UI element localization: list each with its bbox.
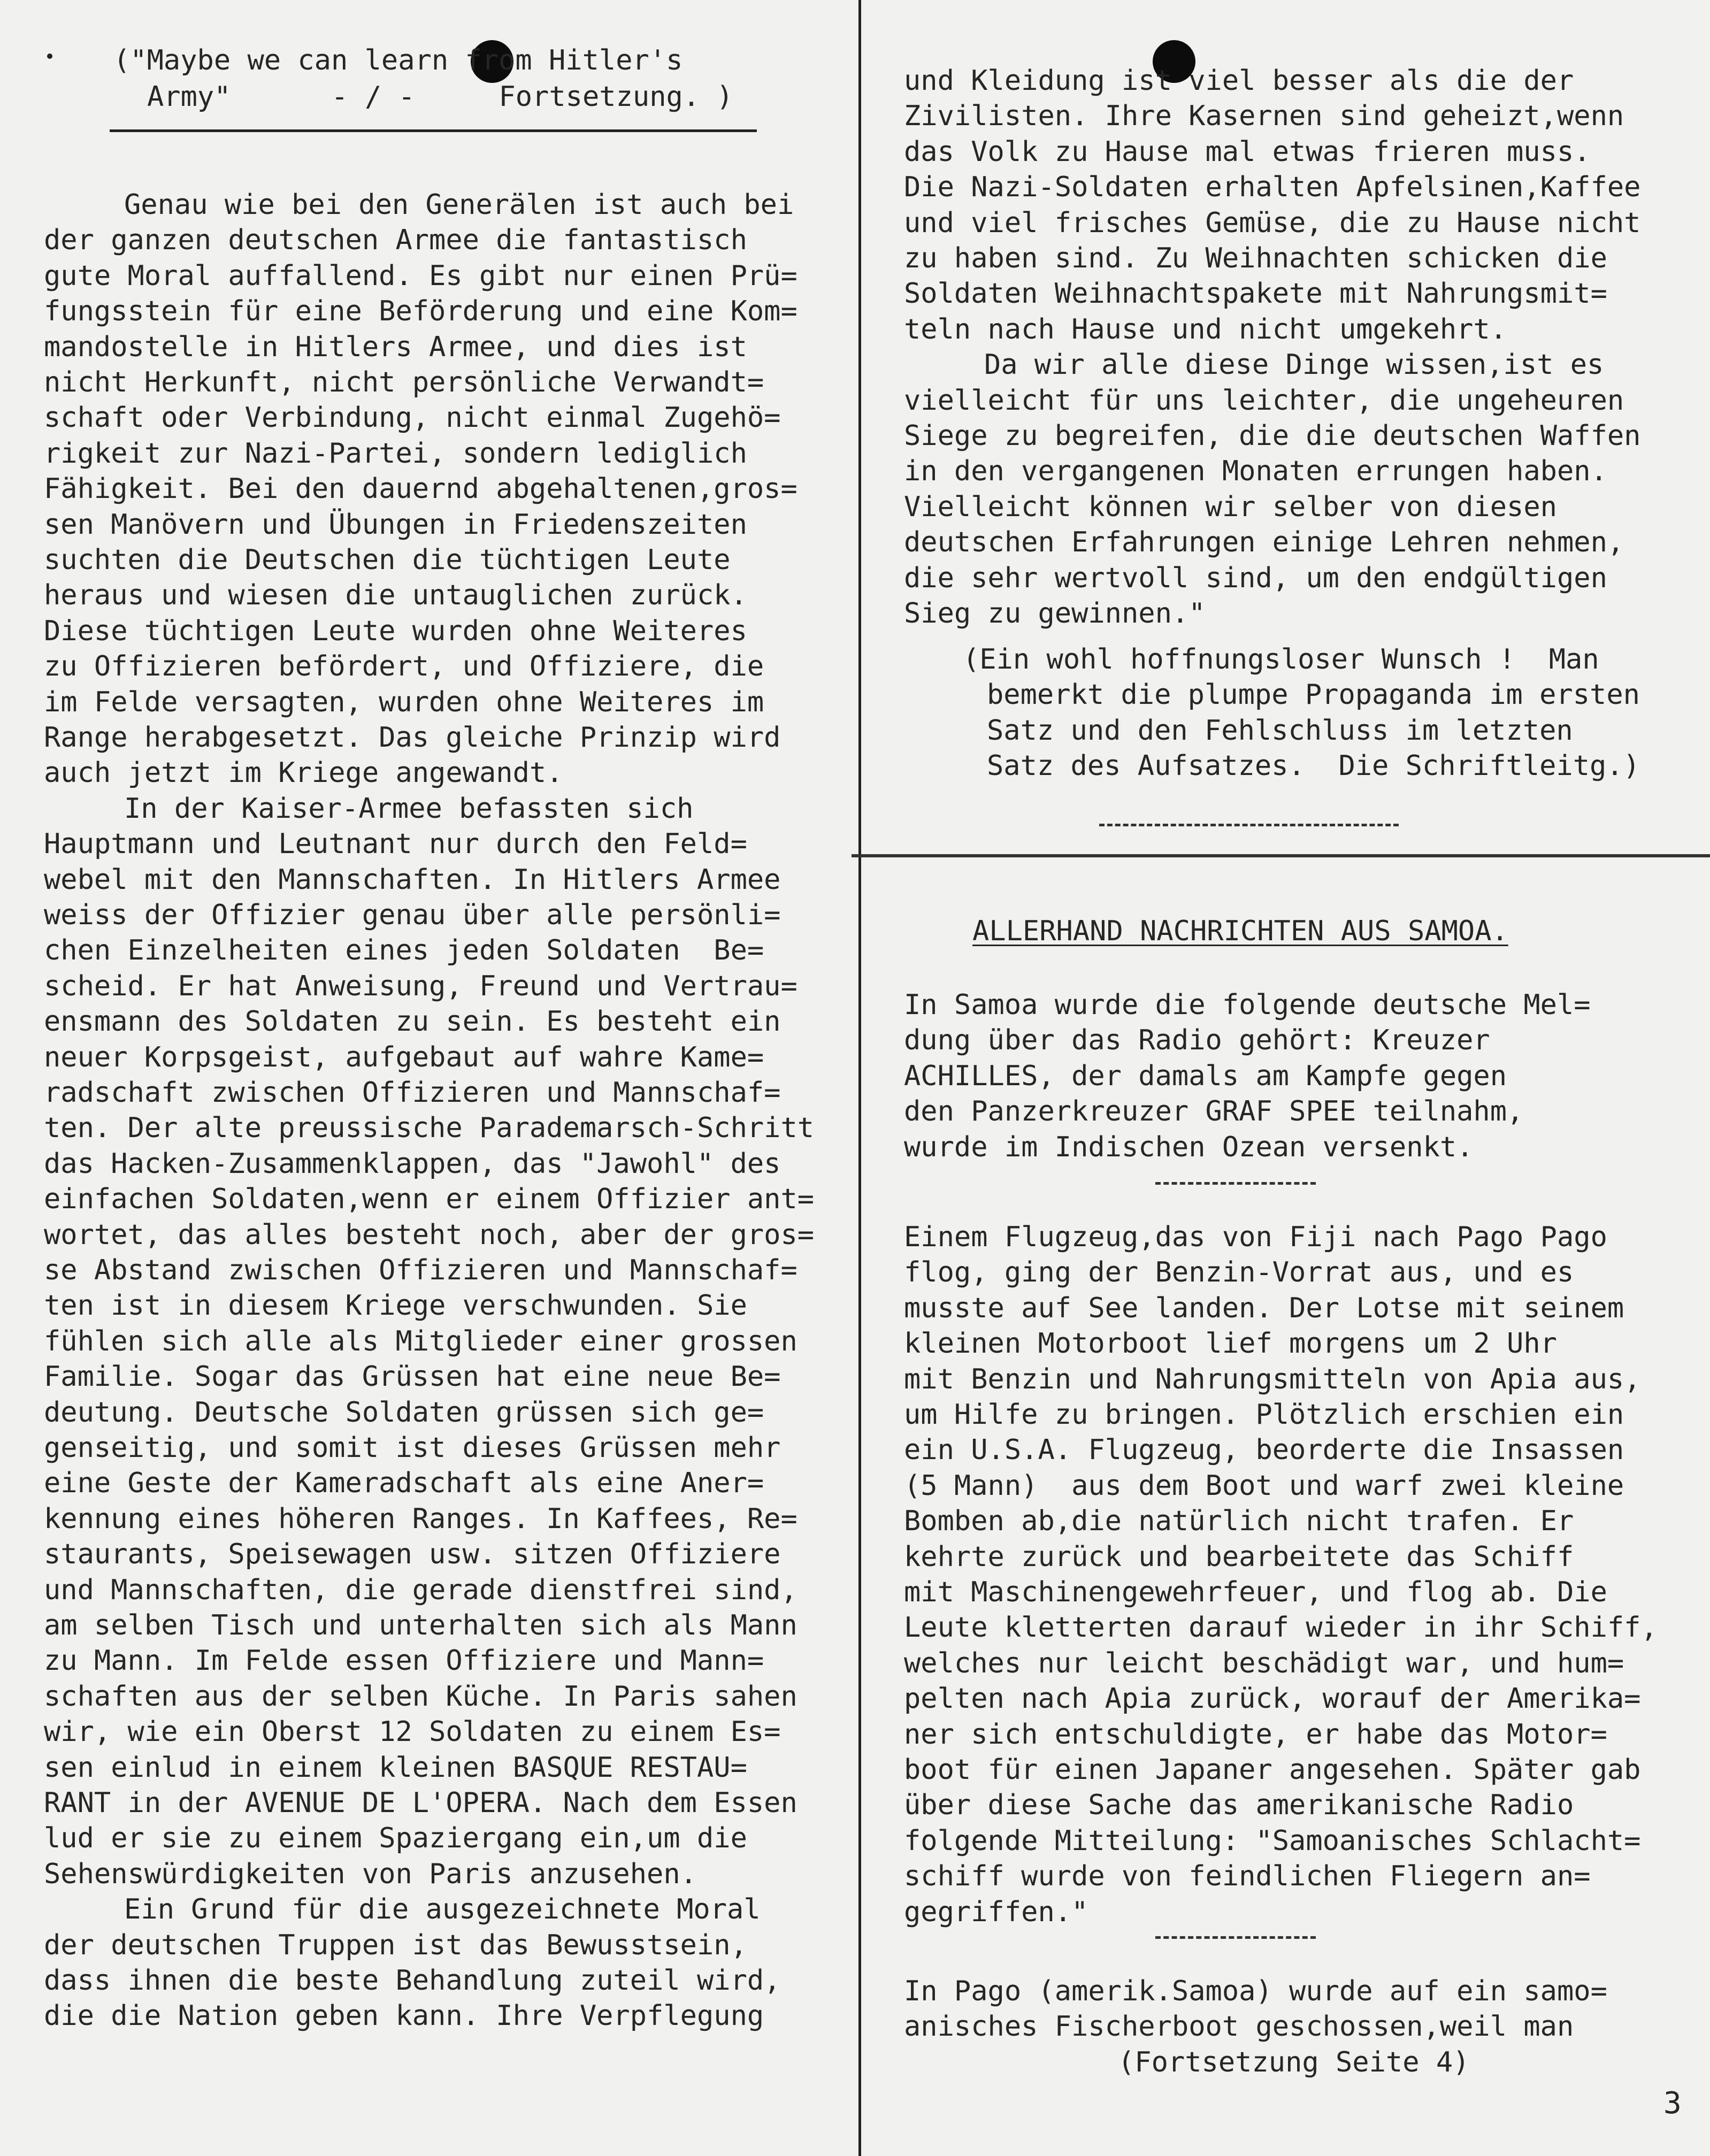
text-line: zu Offizieren befördert, und Offiziere, die <box>44 650 764 683</box>
separator-dashes-2 <box>1155 1182 1316 1187</box>
text-line: Fähigkeit. Bei den dauernd abgehaltenen,gros= <box>44 473 798 505</box>
text-line: und Mannschaften, die gerade dienstfrei sind, <box>44 1574 798 1606</box>
text-line: Diese tüchtigen Leute wurden ohne Weiteres <box>44 615 747 647</box>
page-number: 3 <box>1663 2086 1682 2121</box>
text-line: sen einlud in einem kleinen BASQUE RESTAU= <box>44 1751 747 1784</box>
text-line: suchten die Deutschen die tüchtigen Leute <box>44 544 731 576</box>
text-line: (Ein wohl hoffnungsloser Wunsch ! Man <box>963 643 1599 676</box>
text-line: lud er sie zu einem Spaziergang ein,um die <box>44 1822 747 1855</box>
text-line: nicht Herkunft, nicht persönliche Verwandt= <box>44 366 764 398</box>
text-line: einfachen Soldaten,wenn er einem Offizier ant= <box>44 1183 815 1216</box>
text-line: die die Nation geben kann. Ihre Verpflegung <box>44 2000 764 2032</box>
text-line: schiff wurde von feindlichen Fliegern an= <box>904 1860 1591 1893</box>
text-line: ten ist in diesem Kriege verschwunden. Sie <box>44 1290 747 1322</box>
text-line: flog, ging der Benzin-Vorrat aus, und es <box>904 1256 1574 1289</box>
text-line: webel mit den Mannschaften. In Hitlers Armee <box>44 863 781 896</box>
text-line: Familie. Sogar das Grüssen hat eine neue Be= <box>44 1361 781 1393</box>
text-line: Range herabgesetzt. Das gleiche Prinzip wird <box>44 722 781 754</box>
text-line: auch jetzt im Kriege angewandt. <box>44 757 563 789</box>
text-line: welches nur leicht beschädigt war, und hum= <box>904 1647 1624 1679</box>
text-line: ner sich entschuldigte, er habe das Motor= <box>904 1718 1607 1751</box>
text-line: der deutschen Truppen ist das Bewusstsein, <box>44 1929 747 1961</box>
text-line: am selben Tisch und unterhalten sich als Mann <box>44 1609 798 1641</box>
header-line-2: Army" - / - Fortsetzung. ) <box>147 81 733 113</box>
text-line: RANT in der AVENUE DE L'OPERA. Nach dem Essen <box>44 1787 798 1819</box>
text-line: schaften aus der selben Küche. In Paris sahen <box>44 1680 798 1713</box>
text-line: Sieg zu gewinnen." <box>904 597 1206 630</box>
text-line: chen Einzelheiten eines jeden Soldaten Be= <box>44 934 764 967</box>
column-divider <box>858 0 861 2156</box>
text-line: fungsstein für eine Beförderung und eine Kom= <box>44 295 798 328</box>
text-line: vielleicht für uns leichter, die ungeheuren <box>904 384 1624 417</box>
header-line-1: ("Maybe we can learn from Hitler's <box>113 44 683 76</box>
text-line: scheid. Er hat Anweisung, Freund und Vertrau= <box>44 970 798 1002</box>
text-line: gegriffen." <box>904 1896 1088 1928</box>
text-line: bemerkt die plumpe Propaganda im ersten <box>987 679 1640 711</box>
text-line: weiss der Offizier genau über alle persönli= <box>44 899 781 931</box>
text-line: (5 Mann) aus dem Boot und warf zwei kleine <box>904 1469 1624 1502</box>
text-line: wir, wie ein Oberst 12 Soldaten zu einem Es= <box>44 1716 781 1748</box>
text-line: mandostelle in Hitlers Armee, und dies ist <box>44 331 747 363</box>
text-line: anisches Fischerboot geschossen,weil man <box>904 2011 1574 2043</box>
text-line: im Felde versagten, wurden ohne Weiteres im <box>44 686 764 718</box>
text-line: Vielleicht können wir selber von diesen <box>904 490 1557 523</box>
text-line: und Kleidung ist viel besser als die der <box>904 65 1574 97</box>
text-line: deutung. Deutsche Soldaten grüssen sich ge= <box>44 1396 764 1429</box>
text-line: den Panzerkreuzer GRAF SPEE teilnahm, <box>904 1095 1524 1128</box>
text-line: mit Maschinengewehrfeuer, und flog ab. Die <box>904 1576 1607 1608</box>
text-line: Soldaten Weihnachtspakete mit Nahrungsmit= <box>904 278 1607 310</box>
text-line: Da wir alle diese Dinge wissen,ist es <box>984 349 1604 381</box>
text-line: um Hilfe zu bringen. Plötzlich erschien ein <box>904 1399 1624 1431</box>
text-line: kehrte zurück und bearbeitete das Schiff <box>904 1540 1574 1573</box>
text-line: gute Moral auffallend. Es gibt nur einen Prü= <box>44 259 798 292</box>
text-line: In der Kaiser-Armee befassten sich <box>124 792 694 825</box>
text-line: wortet, das alles besteht noch, aber der gros= <box>44 1218 815 1251</box>
text-line: der ganzen deutschen Armee die fantastisch <box>44 224 747 257</box>
text-line: ACHILLES, der damals am Kampfe gegen <box>904 1060 1507 1092</box>
section-divider <box>852 854 1710 857</box>
text-line: musste auf See landen. Der Lotse mit seinem <box>904 1292 1624 1324</box>
header-rule <box>110 129 757 132</box>
text-line: sen Manövern und Übungen in Friedenszeiten <box>44 508 747 541</box>
text-line: boot für einen Japaner angesehen. Später gab <box>904 1754 1641 1786</box>
text-line: zu haben sind. Zu Weihnachten schicken die <box>904 242 1607 274</box>
text-line: Hauptmann und Leutnant nur durch den Feld= <box>44 828 747 861</box>
text-line: Satz des Aufsatzes. Die Schriftleitg.) <box>987 750 1640 782</box>
text-line: in den vergangenen Monaten errungen haben. <box>904 455 1607 488</box>
text-line: staurants, Speisewagen usw. sitzen Offiziere <box>44 1538 781 1571</box>
text-line: Die Nazi-Soldaten erhalten Apfelsinen,Kaffee <box>904 171 1641 204</box>
text-line: In Pago (amerik.Samoa) wurde auf ein samo= <box>904 1975 1607 2007</box>
text-line: ensmann des Soldaten zu sein. Es besteht ein <box>44 1006 781 1038</box>
text-line: folgende Mitteilung: "Samoanisches Schlacht= <box>904 1824 1641 1857</box>
text-line: In Samoa wurde die folgende deutsche Mel= <box>904 989 1591 1021</box>
text-line: Leute kletterten darauf wieder in ihr Schiff, <box>904 1612 1658 1644</box>
text-line: Siege zu begreifen, die die deutschen Waffen <box>904 420 1641 452</box>
text-line: genseitig, und somit ist dieses Grüssen mehr <box>44 1432 781 1464</box>
text-line: ten. Der alte preussische Parademarsch-Schritt <box>44 1112 815 1145</box>
text-line: eine Geste der Kameradschaft als eine Aner= <box>44 1467 764 1500</box>
text-line: ein U.S.A. Flugzeug, beorderte die Insassen <box>904 1434 1624 1467</box>
ink-mark <box>47 53 52 59</box>
text-line: zu Mann. Im Felde essen Offiziere und Mann= <box>44 1645 764 1677</box>
text-line: rigkeit zur Nazi-Partei, sondern lediglich <box>44 437 747 470</box>
text-line: fühlen sich alle als Mitglieder einer grossen <box>44 1325 798 1357</box>
text-line: dass ihnen die beste Behandlung zuteil wird, <box>44 1965 781 1997</box>
text-line: radschaft zwischen Offizieren und Mannschaf= <box>44 1077 781 1109</box>
text-line: (Fortsetzung Seite 4) <box>1118 2046 1470 2078</box>
text-line: Ein Grund für die ausgezeichnete Moral <box>124 1893 761 1926</box>
text-line: Einem Flugzeug,das von Fiji nach Pago Pago <box>904 1221 1607 1253</box>
text-line: schaft oder Verbindung, nicht einmal Zugehö= <box>44 402 781 434</box>
text-line: Bomben ab,die natürlich nicht trafen. Er <box>904 1505 1574 1538</box>
text-line: und viel frisches Gemüse, die zu Hause nicht <box>904 206 1641 239</box>
text-line: über diese Sache das amerikanische Radio <box>904 1789 1574 1822</box>
text-line: deutschen Erfahrungen einige Lehren nehmen, <box>904 526 1624 559</box>
separator-dashes-3 <box>1155 1936 1316 1941</box>
text-line: neuer Korpsgeist, aufgebaut auf wahre Kame= <box>44 1041 764 1073</box>
text-line: teln nach Hause und nicht umgekehrt. <box>904 313 1507 346</box>
text-line: kleinen Motorboot lief morgens um 2 Uhr <box>904 1328 1557 1360</box>
text-line: Zivilisten. Ihre Kasernen sind geheizt,wenn <box>904 100 1624 133</box>
separator-dashes-1 <box>1099 824 1399 828</box>
text-line: Sehenswürdigkeiten von Paris anzusehen. <box>44 1858 697 1890</box>
text-line: die sehr wertvoll sind, um den endgültigen <box>904 562 1607 594</box>
text-line: wurde im Indischen Ozean versenkt. <box>904 1131 1474 1163</box>
text-line: kennung eines höheren Ranges. In Kaffees, Re= <box>44 1502 798 1535</box>
text-line: Genau wie bei den Generälen ist auch bei <box>124 189 794 221</box>
samoa-heading: ALLERHAND NACHRICHTEN AUS SAMOA. <box>972 915 1508 947</box>
text-line: se Abstand zwischen Offizieren und Mannschaf= <box>44 1254 798 1286</box>
text-line: dung über das Radio gehört: Kreuzer <box>904 1024 1490 1057</box>
text-line: das Hacken-Zusammenklappen, das "Jawohl" des <box>44 1147 781 1180</box>
text-line: pelten nach Apia zurück, worauf der Amerika= <box>904 1683 1641 1715</box>
text-line: Satz und den Fehlschluss im letzten <box>987 714 1573 747</box>
text-line: mit Benzin und Nahrungsmitteln von Apia aus, <box>904 1363 1641 1395</box>
text-line: heraus und wiesen die untauglichen zurück. <box>44 579 747 612</box>
text-line: das Volk zu Hause mal etwas frieren muss. <box>904 135 1591 168</box>
